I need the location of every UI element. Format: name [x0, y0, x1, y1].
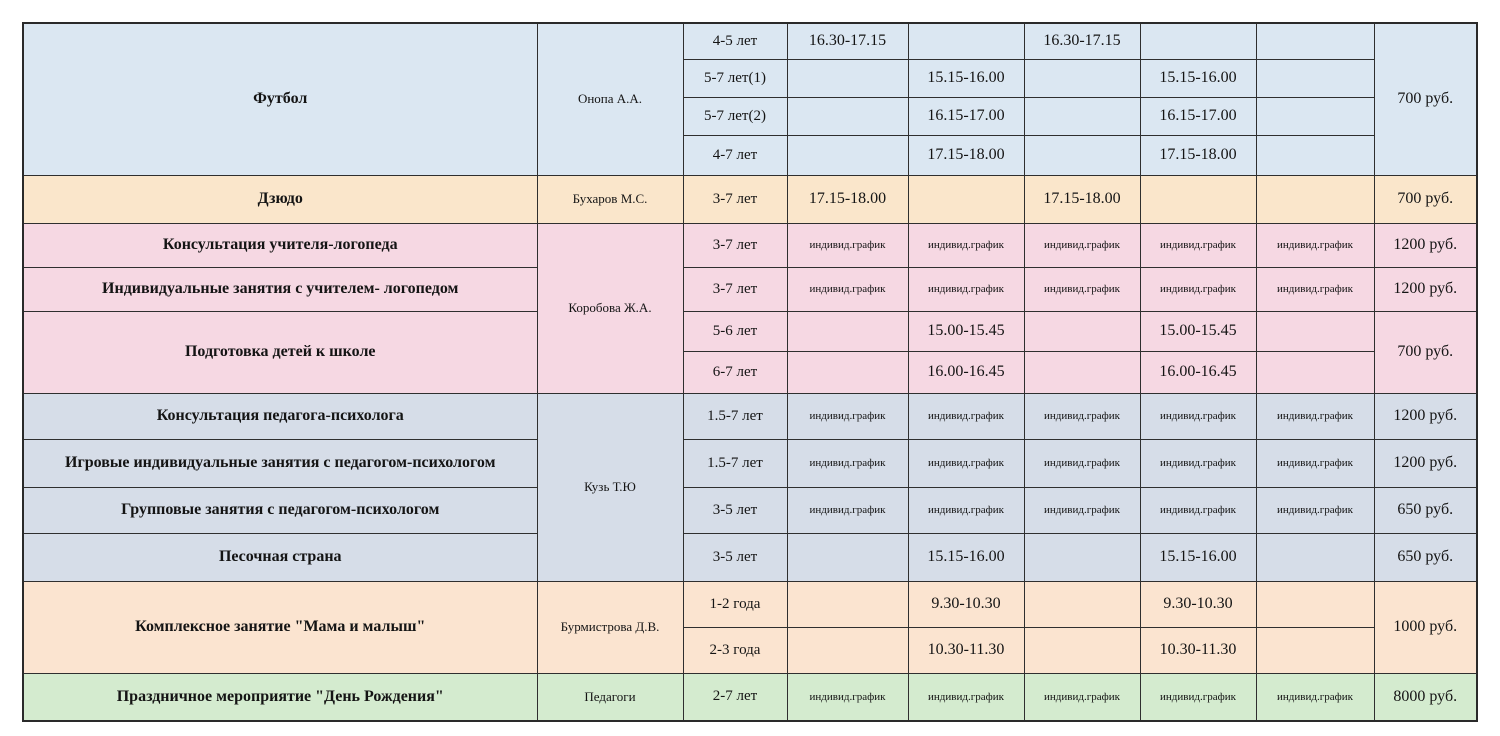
program-name: Подготовка детей к школе	[23, 311, 537, 393]
schedule-slot: индивид.график	[908, 487, 1024, 533]
schedule-slot: индивид.график	[1140, 439, 1256, 487]
price: 1000 руб.	[1374, 581, 1477, 673]
schedule-slot: индивид.график	[1140, 393, 1256, 439]
schedule-slot	[1256, 351, 1374, 393]
schedule-slot: 15.00-15.45	[1140, 311, 1256, 351]
schedule-slot: 17.15-18.00	[1140, 135, 1256, 175]
age-group: 3-5 лет	[683, 487, 787, 533]
schedule-slot	[787, 581, 908, 627]
age-group: 3-7 лет	[683, 267, 787, 311]
schedule-slot: 16.30-17.15	[1024, 23, 1140, 59]
schedule-slot: 17.15-18.00	[1024, 175, 1140, 223]
schedule-table	[22, 22, 1478, 722]
schedule-slot: 16.15-17.00	[908, 97, 1024, 135]
schedule-slot: 15.15-16.00	[908, 533, 1024, 581]
price: 1200 руб.	[1374, 439, 1477, 487]
table-row	[23, 311, 1477, 351]
teacher-name: Бурмистрова Д.В.	[537, 581, 683, 673]
program-name: Групповые занятия с педагогом-психологом	[23, 487, 537, 533]
price: 650 руб.	[1374, 533, 1477, 581]
age-group: 5-6 лет	[683, 311, 787, 351]
teacher-name: Коробова Ж.А.	[537, 223, 683, 393]
schedule-slot	[1256, 581, 1374, 627]
schedule-slot: 10.30-11.30	[1140, 627, 1256, 673]
age-group: 5-7 лет(1)	[683, 59, 787, 97]
schedule-slot: индивид.график	[1024, 267, 1140, 311]
schedule-slot	[1024, 533, 1140, 581]
schedule-slot	[1024, 627, 1140, 673]
schedule-slot: индивид.график	[908, 439, 1024, 487]
program-name: Дзюдо	[23, 175, 537, 223]
schedule-slot: 15.15-16.00	[908, 59, 1024, 97]
schedule-slot: индивид.график	[787, 393, 908, 439]
price: 8000 руб.	[1374, 673, 1477, 721]
schedule-slot: индивид.график	[787, 439, 908, 487]
teacher-name: Кузь Т.Ю	[537, 393, 683, 581]
schedule-slot: индивид.график	[1024, 223, 1140, 267]
program-name: Консультация учителя-логопеда	[23, 223, 537, 267]
schedule-slot	[1024, 97, 1140, 135]
age-group: 2-3 года	[683, 627, 787, 673]
teacher-name: Онопа А.А.	[537, 23, 683, 175]
price: 650 руб.	[1374, 487, 1477, 533]
schedule-slot: 17.15-18.00	[787, 175, 908, 223]
schedule-slot: индивид.график	[908, 267, 1024, 311]
schedule-slot: 16.30-17.15	[787, 23, 908, 59]
schedule-slot	[1256, 627, 1374, 673]
schedule-slot: 15.15-16.00	[1140, 59, 1256, 97]
program-name: Консультация педагога-психолога	[23, 393, 537, 439]
schedule-slot: индивид.график	[1140, 223, 1256, 267]
schedule-slot: индивид.график	[1140, 487, 1256, 533]
schedule-slot	[1256, 97, 1374, 135]
table-row	[23, 223, 1477, 267]
schedule-slot: индивид.график	[787, 267, 908, 311]
table-row	[23, 581, 1477, 627]
age-group: 1.5-7 лет	[683, 393, 787, 439]
schedule-slot: индивид.график	[1024, 439, 1140, 487]
schedule-slot: индивид.график	[1256, 439, 1374, 487]
schedule-slot	[1256, 59, 1374, 97]
schedule-slot	[1256, 135, 1374, 175]
schedule-slot	[787, 311, 908, 351]
schedule-slot	[1256, 311, 1374, 351]
schedule-slot: индивид.график	[1140, 267, 1256, 311]
schedule-slot	[1256, 23, 1374, 59]
price: 1200 руб.	[1374, 267, 1477, 311]
age-group: 4-5 лет	[683, 23, 787, 59]
schedule-slot	[1256, 175, 1374, 223]
schedule-slot: индивид.график	[1256, 487, 1374, 533]
price: 700 руб.	[1374, 23, 1477, 175]
schedule-slot	[787, 59, 908, 97]
table-row	[23, 673, 1477, 721]
schedule-slot: 15.00-15.45	[908, 311, 1024, 351]
table-row	[23, 439, 1477, 487]
schedule-slot	[1256, 533, 1374, 581]
schedule-slot	[787, 135, 908, 175]
schedule-slot: индивид.график	[1140, 673, 1256, 721]
price: 1200 руб.	[1374, 223, 1477, 267]
age-group: 1-2 года	[683, 581, 787, 627]
schedule-slot: 15.15-16.00	[1140, 533, 1256, 581]
schedule-slot	[1140, 175, 1256, 223]
price: 700 руб.	[1374, 311, 1477, 393]
table-row	[23, 533, 1477, 581]
teacher-name: Педагоги	[537, 673, 683, 721]
schedule-slot: индивид.график	[1024, 393, 1140, 439]
schedule-slot	[787, 533, 908, 581]
table-row	[23, 487, 1477, 533]
schedule-slot: 16.00-16.45	[1140, 351, 1256, 393]
schedule-slot	[1024, 351, 1140, 393]
table-row	[23, 393, 1477, 439]
schedule-slot	[908, 175, 1024, 223]
program-name: Футбол	[23, 23, 537, 175]
program-name: Комплексное занятие "Мама и малыш"	[23, 581, 537, 673]
program-name: Индивидуальные занятия с учителем- логопедом	[23, 267, 537, 311]
schedule-slot: 10.30-11.30	[908, 627, 1024, 673]
age-group: 1.5-7 лет	[683, 439, 787, 487]
schedule-slot: индивид.график	[908, 223, 1024, 267]
age-group: 3-7 лет	[683, 223, 787, 267]
teacher-name: Бухаров М.С.	[537, 175, 683, 223]
schedule-slot: индивид.график	[1256, 223, 1374, 267]
schedule-slot: 9.30-10.30	[908, 581, 1024, 627]
schedule-slot	[787, 97, 908, 135]
age-group: 2-7 лет	[683, 673, 787, 721]
schedule-slot: индивид.график	[1256, 393, 1374, 439]
program-name: Песочная страна	[23, 533, 537, 581]
table-row	[23, 267, 1477, 311]
schedule-slot	[1024, 581, 1140, 627]
schedule-slot	[787, 351, 908, 393]
schedule-slot: индивид.график	[1256, 267, 1374, 311]
age-group: 3-5 лет	[683, 533, 787, 581]
age-group: 4-7 лет	[683, 135, 787, 175]
schedule-slot: индивид.график	[1024, 487, 1140, 533]
schedule-slot: индивид.график	[908, 673, 1024, 721]
schedule-slot	[1140, 23, 1256, 59]
schedule-slot: индивид.график	[787, 487, 908, 533]
schedule-slot: индивид.график	[1256, 673, 1374, 721]
age-group: 5-7 лет(2)	[683, 97, 787, 135]
age-group: 3-7 лет	[683, 175, 787, 223]
program-name: Праздничное мероприятие "День Рождения"	[23, 673, 537, 721]
schedule-slot: 16.00-16.45	[908, 351, 1024, 393]
schedule-slot	[1024, 311, 1140, 351]
schedule-slot	[908, 23, 1024, 59]
schedule-slot: индивид.график	[787, 673, 908, 721]
schedule-slot: индивид.график	[908, 393, 1024, 439]
schedule-slot	[1024, 59, 1140, 97]
age-group: 6-7 лет	[683, 351, 787, 393]
schedule-slot: индивид.график	[1024, 673, 1140, 721]
program-name: Игровые индивидуальные занятия с педагогом-психологом	[23, 439, 537, 487]
schedule-slot	[1024, 135, 1140, 175]
table-row	[23, 175, 1477, 223]
schedule-slot: 17.15-18.00	[908, 135, 1024, 175]
schedule-slot	[787, 627, 908, 673]
schedule-slot: 16.15-17.00	[1140, 97, 1256, 135]
table-row	[23, 23, 1477, 59]
schedule-slot: индивид.график	[787, 223, 908, 267]
price: 700 руб.	[1374, 175, 1477, 223]
price: 1200 руб.	[1374, 393, 1477, 439]
schedule-slot: 9.30-10.30	[1140, 581, 1256, 627]
